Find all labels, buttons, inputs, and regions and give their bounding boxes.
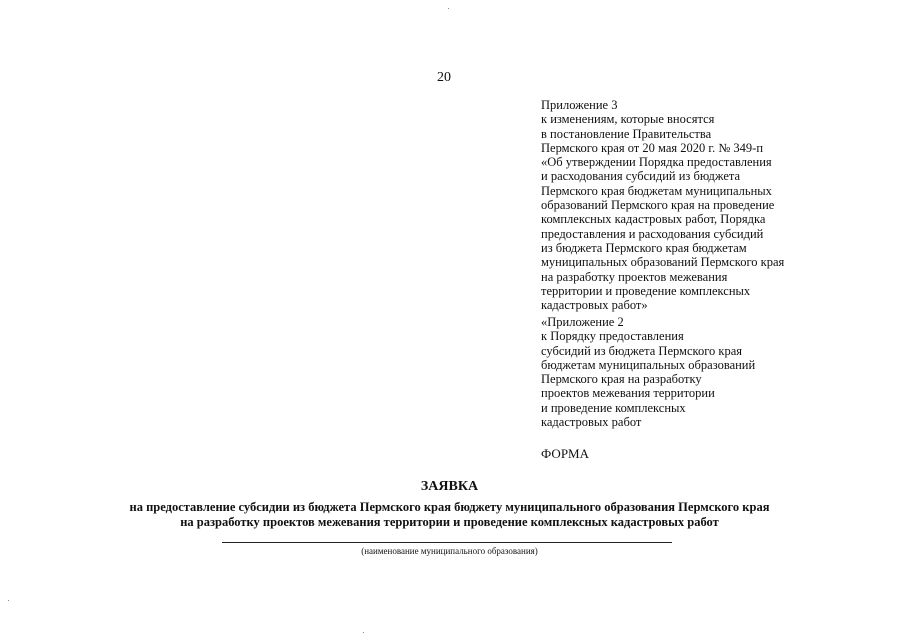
appendix-3-line: предоставления и расходования субсидий — [541, 226, 764, 241]
form-label: ФОРМА — [541, 446, 589, 461]
appendix-2-line: «Приложение 2 — [541, 315, 624, 329]
appendix-2-line: субсидий из бюджета Пермского края — [541, 343, 743, 358]
appendix-2-line: бюджетам муниципальных образований — [541, 357, 756, 372]
appendix-2-header — [541, 315, 871, 429]
appendix-2-line: к Порядку предоставления — [541, 329, 684, 344]
scan-speck — [363, 632, 364, 633]
document-title: ЗАЯВКА — [420, 479, 479, 494]
appendix-3-line: к изменениям, которые вносятся — [541, 112, 715, 127]
subtitle-line: на предоставление субсидии из бюджета Пермского края бюджету муниципального образования Пермского края — [129, 500, 770, 514]
appendix-3-line: в постановление Правительства — [541, 126, 712, 141]
document-subtitle — [0, 500, 899, 530]
appendix-2-line: Пермского края на разработку — [541, 372, 702, 387]
appendix-3-line: Пермского края от 20 мая 2020 г. № 349-п — [541, 140, 764, 155]
subtitle-line: на разработку проектов межевания территории и проведение комплексных кадастровых работ — [180, 515, 719, 529]
appendix-2-line: и проведение комплексных — [541, 400, 686, 415]
appendix-3-line: «Об утверждении Порядка предоставления — [541, 155, 772, 170]
scan-speck — [448, 8, 449, 9]
appendix-2-line: кадастровых работ — [541, 415, 642, 430]
appendix-2-line: проектов межевания территории — [541, 386, 715, 401]
appendix-3-line: Приложение 3 — [541, 98, 618, 112]
appendix-3-line: комплексных кадастровых работ, Порядка — [541, 212, 766, 227]
appendix-3-line: на разработку проектов межевания — [541, 269, 728, 284]
appendix-3-header — [541, 98, 871, 312]
appendix-3-line: и расходования субсидий из бюджета — [541, 169, 741, 184]
appendix-3-line: из бюджета Пермского края бюджетам — [541, 240, 747, 255]
scan-speck — [8, 600, 9, 601]
page-number: 20 — [437, 70, 451, 85]
appendix-3-line: Пермского края бюджетам муниципальных — [541, 183, 772, 198]
appendix-3-line: территории и проведение комплексных — [541, 283, 751, 298]
appendix-3-line: образований Пермского края на проведение — [541, 198, 775, 213]
municipality-name-line — [222, 542, 672, 543]
appendix-3-line: кадастровых работ» — [541, 298, 648, 313]
appendix-3-line: муниципальных образований Пермского края — [541, 255, 785, 270]
municipality-name-caption: (наименование муниципального образования) — [361, 546, 538, 556]
